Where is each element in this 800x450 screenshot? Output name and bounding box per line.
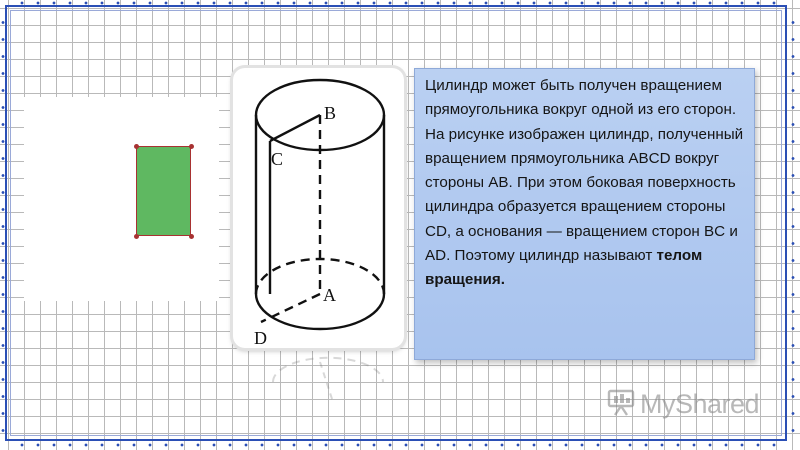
rectangle-corner-bottom-right xyxy=(189,234,194,239)
frame-dots-bottom xyxy=(14,443,778,447)
explanation-text: На рисунке изображен цилиндр, полученный вращением прямоугольника ABCD вокруг стороны AB. При этом боковая поверхность цилиндра образуется вращением стороны CD, а основания — вращением сторон BC и AD. Поэтому цилиндр называют xyxy=(425,125,744,265)
rectangle-corner-bottom-left xyxy=(134,234,139,239)
green-rectangle xyxy=(136,146,191,236)
label-d: D xyxy=(254,328,267,348)
definition-text-box xyxy=(414,68,755,360)
frame-dots-top xyxy=(14,1,778,5)
rectangle-corner-top-left xyxy=(134,144,139,149)
cylinder-figure xyxy=(233,68,404,348)
cylinder-reflection xyxy=(233,352,404,422)
label-b: B xyxy=(324,103,337,123)
rectangle-corner-top-right xyxy=(189,144,194,149)
projector-icon xyxy=(606,387,636,422)
watermark-text: MyShared xyxy=(640,388,760,419)
label-a: A xyxy=(323,285,336,305)
rectangle-panel xyxy=(24,97,219,301)
paragraph-definition: Цилиндр может быть получен вращением прямоугольника вокруг одной из его сторон. xyxy=(425,77,737,119)
paragraph-explanation xyxy=(425,123,746,293)
frame-dots-right xyxy=(791,14,795,438)
body-of-revolution-term: телом вращения. xyxy=(425,247,703,289)
label-c: C xyxy=(271,149,284,169)
myshared-watermark xyxy=(606,387,759,421)
frame-dots-left xyxy=(1,14,5,438)
cylinder-drawing xyxy=(233,68,404,348)
